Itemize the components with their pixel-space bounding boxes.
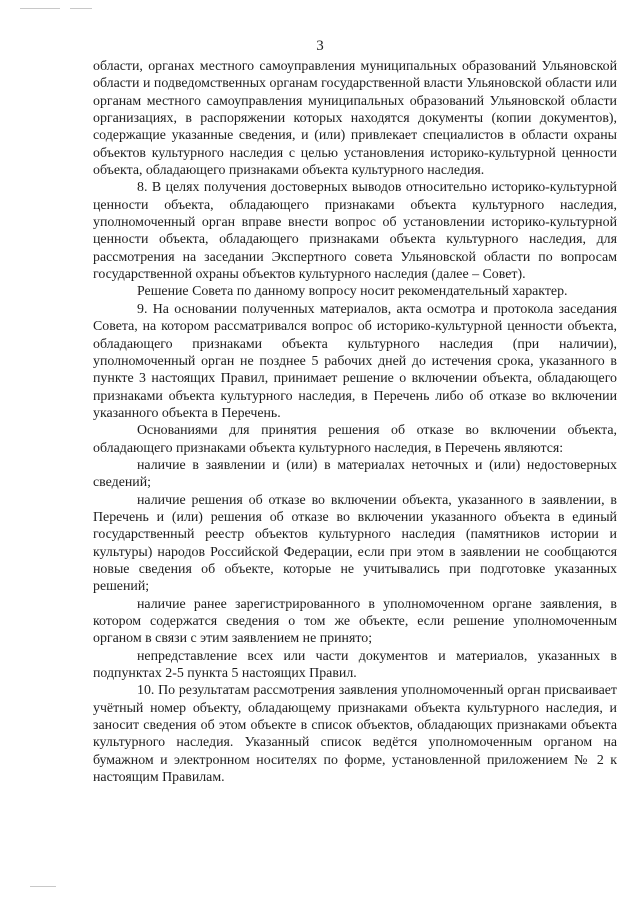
ground-prior-refusal: наличие решения об отказе во включении объекта, указанного в заявлении, в Перечень и (или) решения об отказе во включении указанного объекта в единый государственный реестр объектов культурного наследия (памятников истории и культуры) народов Российской Федерации, если при этом в заявлении не сообщаются новые сведения об объекте, которые не учитывались при подготовке указанных решений; <box>93 492 617 595</box>
page-number: 3 <box>316 38 324 54</box>
ground-inaccurate-info: наличие в заявлении и (или) в материалах неточных и (или) недостоверных сведений; <box>93 457 617 491</box>
paragraph-item-9: 9. На основании полученных материалов, акта осмотра и протокола заседания Совета, на котором рассматривался вопрос об историко-культурной ценности объекта, обладающего признаками объекта культурного наследия (при наличии), уполномоченный орган не позднее 5 рабочих дней до истечения срока, указанного в пункте 3 настоящих Правил, принимает решение о включении объекта, обладающего признаками объекта культурного наследия, в Перечень либо об отказе во включении указанного объекта в Перечень. <box>93 301 617 421</box>
ground-pending-application: наличие ранее зарегистрированного в уполномоченном органе заявления, в котором содержатся сведения о том же объекте, если решение уполномоченным органом в связи с этим заявлением не принято; <box>93 596 617 647</box>
paragraph-continuation: области, органах местного самоуправления муниципальных образований Ульяновской области и подведомственных органам государственной власти Ульяновской области или органам местного самоуправления муниципальных образований Ульяновской области организациях, в распоряжении которых находятся документы (копии документов), содержащие указанные сведения, и (или) привлекает специалистов в области охраны объектов культурного наследия с целью установления историко-культурной ценности объекта, обладающего признаками объекта культурного наследия. <box>93 59 617 179</box>
paragraph-item-8: 8. В целях получения достоверных выводов относительно историко-культурной ценности объекта, обладающего признаками объекта культурного наследия, уполномоченный орган вправе внести вопрос об установлении историко-культурной ценности объекта, обладающего признаками объекта культурного наследия, для рассмотрения на заседании Экспертного совета Ульяновской области по вопросам государственной охраны объектов культурного наследия (далее – Совет). <box>93 180 617 283</box>
scan-artifact <box>30 886 56 887</box>
document-body <box>93 58 617 786</box>
paragraph-refusal-grounds: Основаниями для принятия решения об отказе во включении объекта, обладающего признаками объекта культурного наследия, в Перечень являются: <box>93 423 617 456</box>
paragraph-item-10: 10. По результатам рассмотрения заявления уполномоченный орган присваивает учётный номер объекту, обладающему признаками объекта культурного наследия, и заносит сведения об этом объекте в список объектов, обладающих признаками объекта культурного наследия. Указанный список ведётся уполномоченным органом на бумажном и электронном носителях по форме, установленной приложением № 2 к настоящим Правилам. <box>93 683 617 786</box>
ground-missing-documents: непредставление всех или части документов и материалов, указанных в подпунктах 2-5 пункта 5 настоящих Правил. <box>93 648 617 682</box>
scan-artifact <box>20 8 60 9</box>
scan-artifact <box>70 8 92 9</box>
paragraph-council-decision: Решение Совета по данному вопросу носит рекомендательный характер. <box>137 284 568 300</box>
